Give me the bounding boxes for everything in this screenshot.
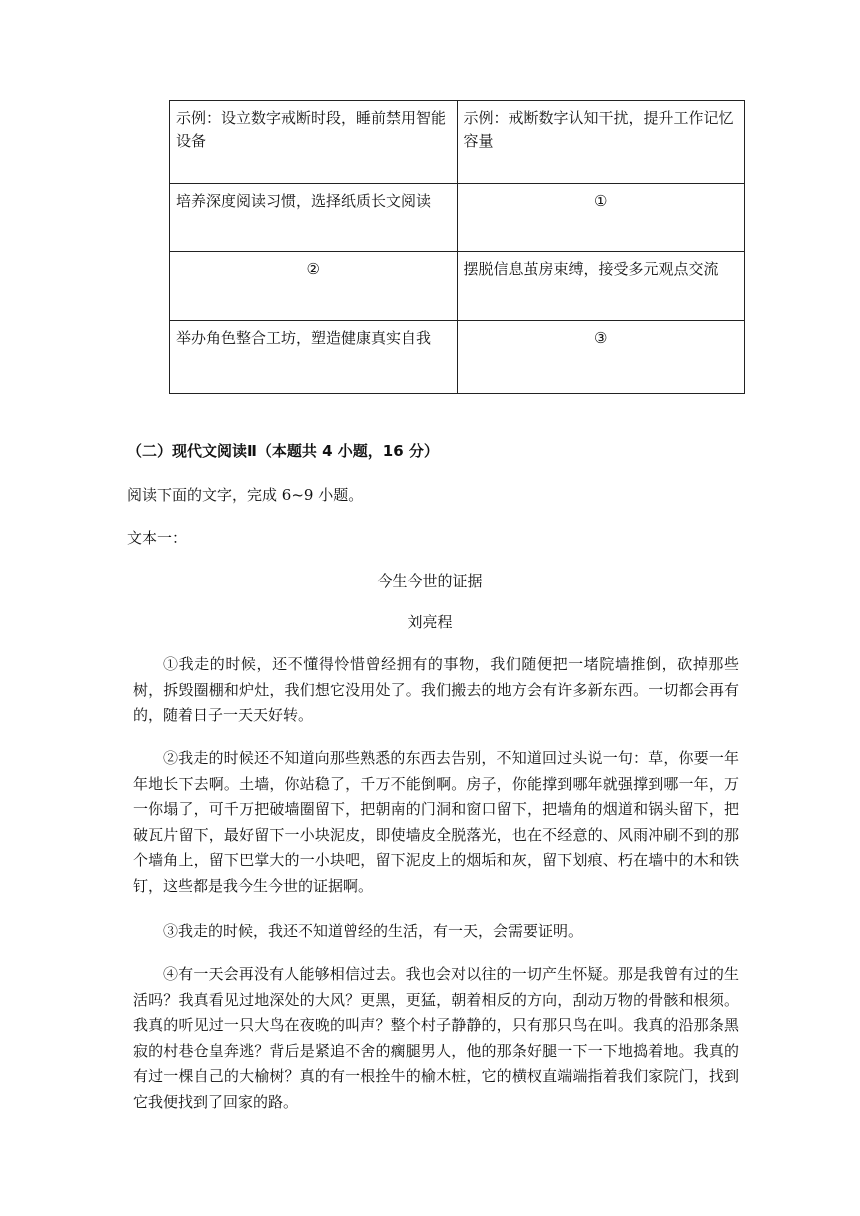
table-cell: 举办角色整合工坊，塑造健康真实自我 bbox=[170, 321, 458, 394]
article-paragraph: ①我走的时候，还不懂得怜惜曾经拥有的事物，我们随便把一堵院墙推倒，砍掉那些树，拆毁圈棚和炉灶，我们想它没用处了。我们搬去的地方会有许多新东西。一切都会再有的，随着日子一天天好转。 bbox=[133, 655, 739, 724]
table-cell: 摆脱信息茧房束缚，接受多元观点交流 bbox=[457, 252, 745, 321]
article-author: 刘亮程 bbox=[407, 613, 453, 631]
table-row bbox=[170, 252, 745, 321]
table-row bbox=[170, 184, 745, 252]
text-label: 文本一： bbox=[127, 529, 188, 547]
table-row bbox=[170, 321, 745, 394]
blank-answer-3: ③ bbox=[457, 321, 745, 394]
article-paragraph: ②我走的时候还不知道向那些熟悉的东西去告别，不知道回过头说一句：草，你要一年年地长下去啊。土墙，你站稳了，千万不能倒啊。房子，你能撑到哪年就强撑到哪一年，万一你塌了，可千万把破墙圈留下，把朝南的门洞和窗口留下，把墙角的烟道和锅头留下，把破瓦片留下，最好留下一小块泥皮，即使墙皮全脱落光，也在不经意的、风雨冲刷不到的那个墙角上，留下巴掌大的一小块吧，留下泥皮上的烟垢和灰，留下划痕、朽在墙中的木和铁钉，这些都是我今生今世的证据啊。 bbox=[133, 749, 739, 895]
blank-answer-1: ① bbox=[457, 184, 745, 252]
table-cell: 示例：设立数字戒断时段，睡前禁用智能设备 bbox=[170, 101, 458, 184]
table-cell: 示例：戒断数字认知干扰，提升工作记忆容量 bbox=[457, 101, 745, 184]
article-paragraph: ③我走的时候，我还不知道曾经的生活，有一天，会需要证明。 bbox=[163, 922, 584, 940]
table-cell: 培养深度阅读习惯，选择纸质长文阅读 bbox=[170, 184, 458, 252]
blank-answer-2: ② bbox=[170, 252, 458, 321]
article-title: 今生今世的证据 bbox=[377, 572, 483, 590]
measures-table bbox=[169, 100, 745, 394]
article-paragraph: ④有一天会再没有人能够相信过去。我也会对以往的一切产生怀疑。那是我曾有过的生活吗？我真看见过地深处的大风？更黑，更猛，朝着相反的方向，刮动万物的骨骸和根须。我真的听见过一只大鸟在夜晚的叫声？整个村子静静的，只有那只鸟在叫。我真的沿那条黑寂的村巷仓皇奔逃？背后是紧追不舍的瘸腿男人，他的那条好腿一下一下地捣着地。我真的有过一棵自己的大榆树？真的有一根拴牛的榆木桩，它的横杈直端端指着我们家院门，找到它我便找到了回家的路。 bbox=[133, 965, 739, 1111]
table-row bbox=[170, 101, 745, 184]
reading-instruction: 阅读下面的文字，完成 6~9 小题。 bbox=[127, 486, 364, 504]
section-heading: （二）现代文阅读Ⅱ（本题共 4 小题，16 分） bbox=[127, 442, 439, 460]
